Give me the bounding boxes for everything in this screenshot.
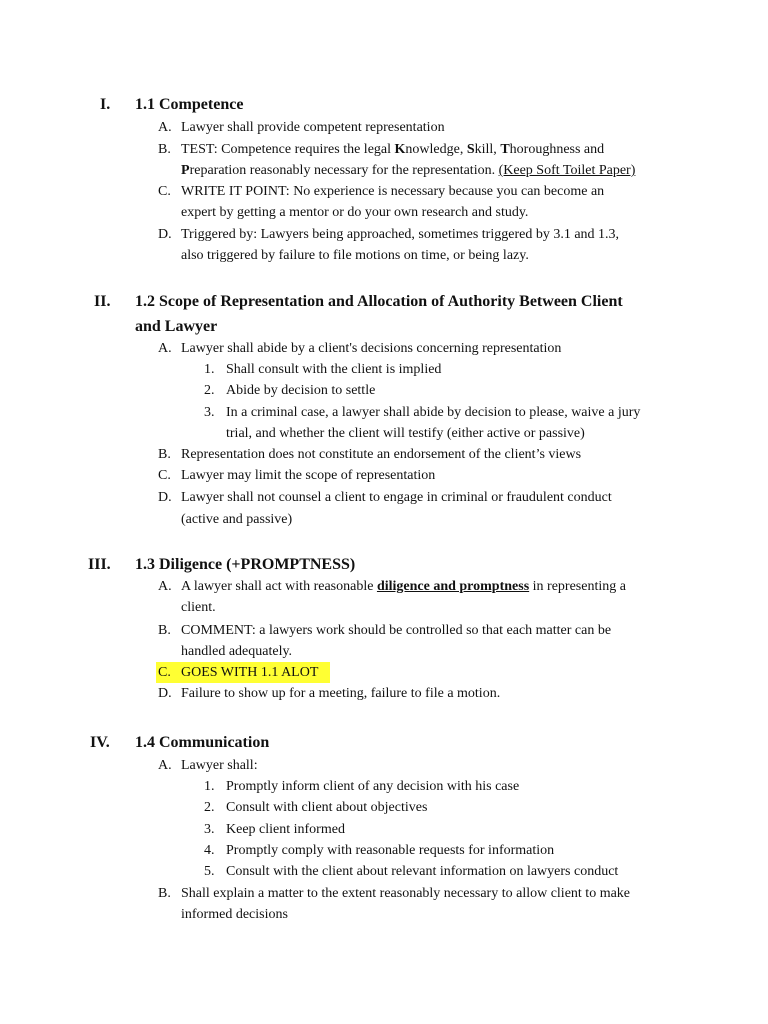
section-heading-3	[88, 552, 688, 577]
section-heading-1	[100, 92, 700, 117]
item-text: COMMENT: a lawyers work should be controlled so that each matter can be	[181, 623, 612, 638]
item-marker: A.	[158, 341, 172, 356]
item-text: Preparation reasonably necessary for the representation. (Keep Soft Toilet Paper)	[181, 163, 636, 178]
item-text: Triggered by: Lawyers being approached, sometimes triggered by 3.1 and 1.3,	[181, 227, 620, 242]
item-marker: 1.	[204, 362, 215, 377]
item-marker: 1.	[204, 779, 215, 794]
item-marker: B.	[158, 142, 171, 157]
item-marker: C.	[158, 665, 171, 680]
item-marker: B.	[158, 623, 171, 638]
item-text: client.	[181, 600, 216, 615]
item-text: Lawyer may limit the scope of representation	[181, 468, 436, 483]
item-marker: 3.	[204, 822, 215, 837]
item-text: expert by getting a mentor or do your own research and study.	[181, 205, 529, 220]
item-text: also triggered by failure to file motions on time, or being lazy.	[181, 248, 529, 263]
item-text: Lawyer shall:	[181, 758, 258, 773]
section-title: 1.3 Diligence (+PROMPTNESS)	[135, 556, 356, 573]
section-title: and Lawyer	[135, 318, 218, 335]
item-marker: D.	[158, 686, 172, 701]
section-heading-2	[94, 289, 694, 314]
item-marker: C.	[158, 184, 171, 199]
item-marker: D.	[158, 490, 172, 505]
item-text: Keep client informed	[226, 822, 345, 837]
item-text: Promptly comply with reasonable requests for information	[226, 843, 555, 858]
section-title: 1.4 Communication	[135, 734, 270, 751]
section-number: I.	[100, 96, 111, 113]
item-marker: 2.	[204, 800, 215, 815]
emphasis-diligence: diligence and promptness	[376, 579, 530, 594]
item-marker: 3.	[204, 405, 215, 420]
item-text: Lawyer shall not counsel a client to engage in criminal or fraudulent conduct	[181, 490, 612, 505]
section-heading-4	[90, 730, 690, 755]
item-text: Shall consult with the client is implied	[226, 362, 442, 377]
highlighted-list-item	[156, 662, 330, 683]
item-text: WRITE IT POINT: No experience is necessary because you can become an	[181, 184, 605, 199]
item-text: In a criminal case, a lawyer shall abide by decision to please, waive a jury	[226, 405, 641, 420]
item-marker: D.	[158, 227, 172, 242]
item-marker: A.	[158, 120, 172, 135]
item-text: Lawyer shall abide by a client's decisions concerning representation	[181, 341, 562, 356]
item-text: trial, and whether the client will testify (either active or passive)	[226, 426, 585, 441]
section-number: II.	[94, 293, 111, 310]
item-text: handled adequately.	[181, 644, 293, 659]
item-text: A lawyer shall act with reasonable diligence and promptness in representing a	[181, 579, 626, 594]
item-text: Shall explain a matter to the extent reasonably necessary to allow client to make	[181, 886, 631, 901]
item-text: Consult with the client about relevant information on lawyers conduct	[226, 864, 619, 879]
mnemonic-note: (Keep Soft Toilet Paper)	[498, 163, 636, 178]
item-text: Failure to show up for a meeting, failure to file a motion.	[181, 686, 501, 701]
section-number: IV.	[90, 734, 110, 751]
item-marker: B.	[158, 886, 171, 901]
item-text: informed decisions	[181, 907, 288, 922]
item-marker: A.	[158, 758, 172, 773]
item-text: Abide by decision to settle	[226, 383, 376, 398]
item-marker: A.	[158, 579, 172, 594]
item-marker: 2.	[204, 383, 215, 398]
section-heading-2-continuation	[135, 314, 695, 339]
item-marker: B.	[158, 447, 171, 462]
item-text: (active and passive)	[181, 512, 293, 527]
item-marker: 5.	[204, 864, 215, 879]
section-title: 1.1 Competence	[135, 96, 244, 113]
section-number: III.	[88, 556, 111, 573]
item-marker: C.	[158, 468, 171, 483]
item-text: Lawyer shall provide competent representation	[181, 120, 445, 135]
item-text: Representation does not constitute an endorsement of the client’s views	[181, 447, 582, 462]
section-title: 1.2 Scope of Representation and Allocation of Authority Between Client	[135, 293, 623, 310]
item-text: Consult with client about objectives	[226, 800, 428, 815]
item-text: Promptly inform client of any decision with his case	[226, 779, 520, 794]
item-marker: 4.	[204, 843, 215, 858]
item-text: GOES WITH 1.1 ALOT	[181, 665, 319, 680]
item-text: TEST: Competence requires the legal Knowledge, Skill, Thoroughness and	[181, 142, 605, 157]
